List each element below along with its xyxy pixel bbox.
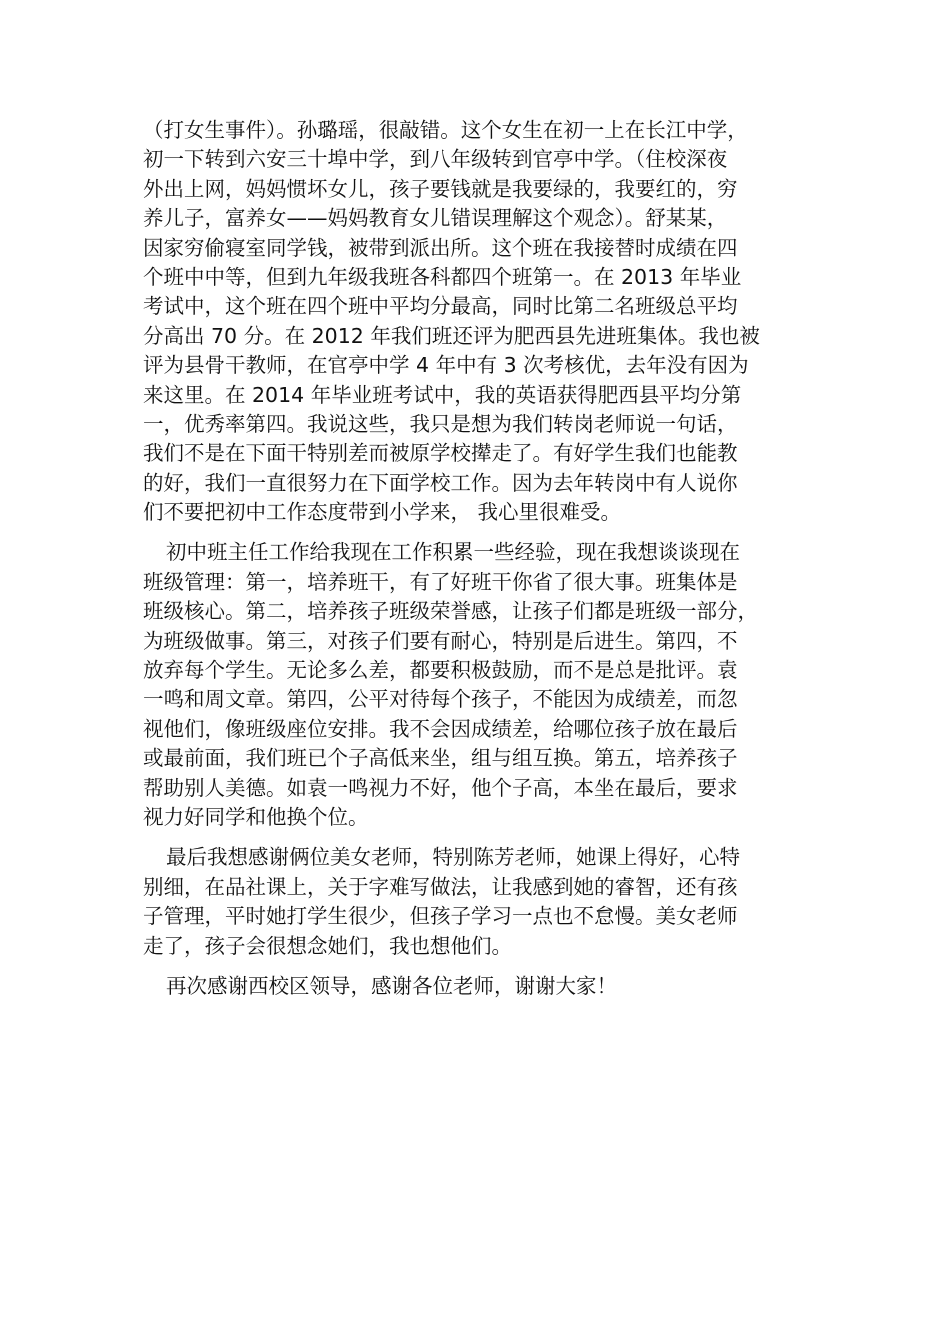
text-line: 别细，在品社课上，关于字难写做法，让我感到她的睿智，还有孩 xyxy=(143,874,738,899)
text-line: 一鸣和周文章。第四，公平对待每个孩子，不能因为成绩差，而忽 xyxy=(143,687,738,712)
paragraph-1 xyxy=(143,116,811,527)
text-line: 外出上网，妈妈惯坏女儿，孩子要钱就是我要绿的，我要红的，穷 xyxy=(143,176,738,201)
text-line: 养儿子，富养女——妈妈教育女儿错误理解这个观念）。舒某某， xyxy=(143,206,728,231)
text-line: 来这里。在 2014 年毕业班考试中，我的英语获得肥西县平均分第 xyxy=(143,382,742,407)
paragraph-2 xyxy=(143,538,811,832)
text-line: 帮助别人美德。如袁一鸣视力不好，他个子高，本坐在最后，要求 xyxy=(143,775,738,800)
text-line: 分高出 70 分。在 2012 年我们班还评为肥西县先进班集体。我也被 xyxy=(143,323,760,348)
document-body xyxy=(143,116,811,1012)
text-line: 的好，我们一直很努力在下面学校工作。因为去年转岗中有人说你 xyxy=(143,470,738,495)
paragraph-4 xyxy=(143,972,811,1001)
text-line: 子管理，平时她打学生很少，但孩子学习一点也不怠慢。美女老师 xyxy=(143,904,738,929)
text-line: 一，优秀率第四。我说这些，我只是想为我们转岗老师说一句话， xyxy=(143,411,738,436)
text-line: （打女生事件）。孙璐瑶，很敲错。这个女生在初一上在长江中学， xyxy=(143,118,748,142)
text-line: 最后我想感谢俩位美女老师，特别陈芳老师，她课上得好，心特 xyxy=(166,845,740,870)
text-line: 视力好同学和他换个位。 xyxy=(143,804,369,829)
text-line: 班级核心。第二，培养孩子班级荣誉感，让孩子们都是班级一部分， xyxy=(143,599,758,624)
text-line: 因家穷偷寝室同学钱，被带到派出所。这个班在我接替时成绩在四 xyxy=(143,235,738,260)
text-line: 班级管理：第一，培养班干，有了好班干你省了很大事。班集体是 xyxy=(143,569,738,594)
text-line: 视他们，像班级座位安排。我不会因成绩差，给哪位孩子放在最后 xyxy=(143,716,738,741)
text-line: 初一下转到六安三十埠中学，到八年级转到官亭中学。（住校深夜 xyxy=(143,147,728,172)
text-line: 我们不是在下面干特别差而被原学校撵走了。有好学生我们也能教 xyxy=(143,441,738,466)
text-line: 再次感谢西校区领导，感谢各位老师，谢谢大家！ xyxy=(166,973,617,998)
text-line: 放弃每个学生。无论多么差，都要积极鼓励，而不是总是批评。袁 xyxy=(143,658,738,683)
text-line: 个班中中等，但到九年级我班各科都四个班第一。在 2013 年毕业 xyxy=(143,264,742,289)
text-line: 为班级做事。第三，对孩子们要有耐心，特别是后进生。第四，不 xyxy=(143,628,738,653)
text-line: 走了，孩子会很想念她们，我也想他们。 xyxy=(143,933,512,958)
text-line: 初中班主任工作给我现在工作积累一些经验，现在我想谈谈现在 xyxy=(166,540,740,565)
text-line: 考试中，这个班在四个班中平均分最高，同时比第二名班级总平均 xyxy=(143,294,738,319)
text-line: 或最前面，我们班已个子高低来坐，组与组互换。第五，培养孩子 xyxy=(143,746,738,771)
paragraph-3 xyxy=(143,843,811,961)
text-line: 评为县骨干教师，在官亭中学 4 年中有 3 次考核优，去年没有因为 xyxy=(143,353,749,378)
text-line: 们不要把初中工作态度带到小学来， 我心里很难受。 xyxy=(143,500,622,525)
